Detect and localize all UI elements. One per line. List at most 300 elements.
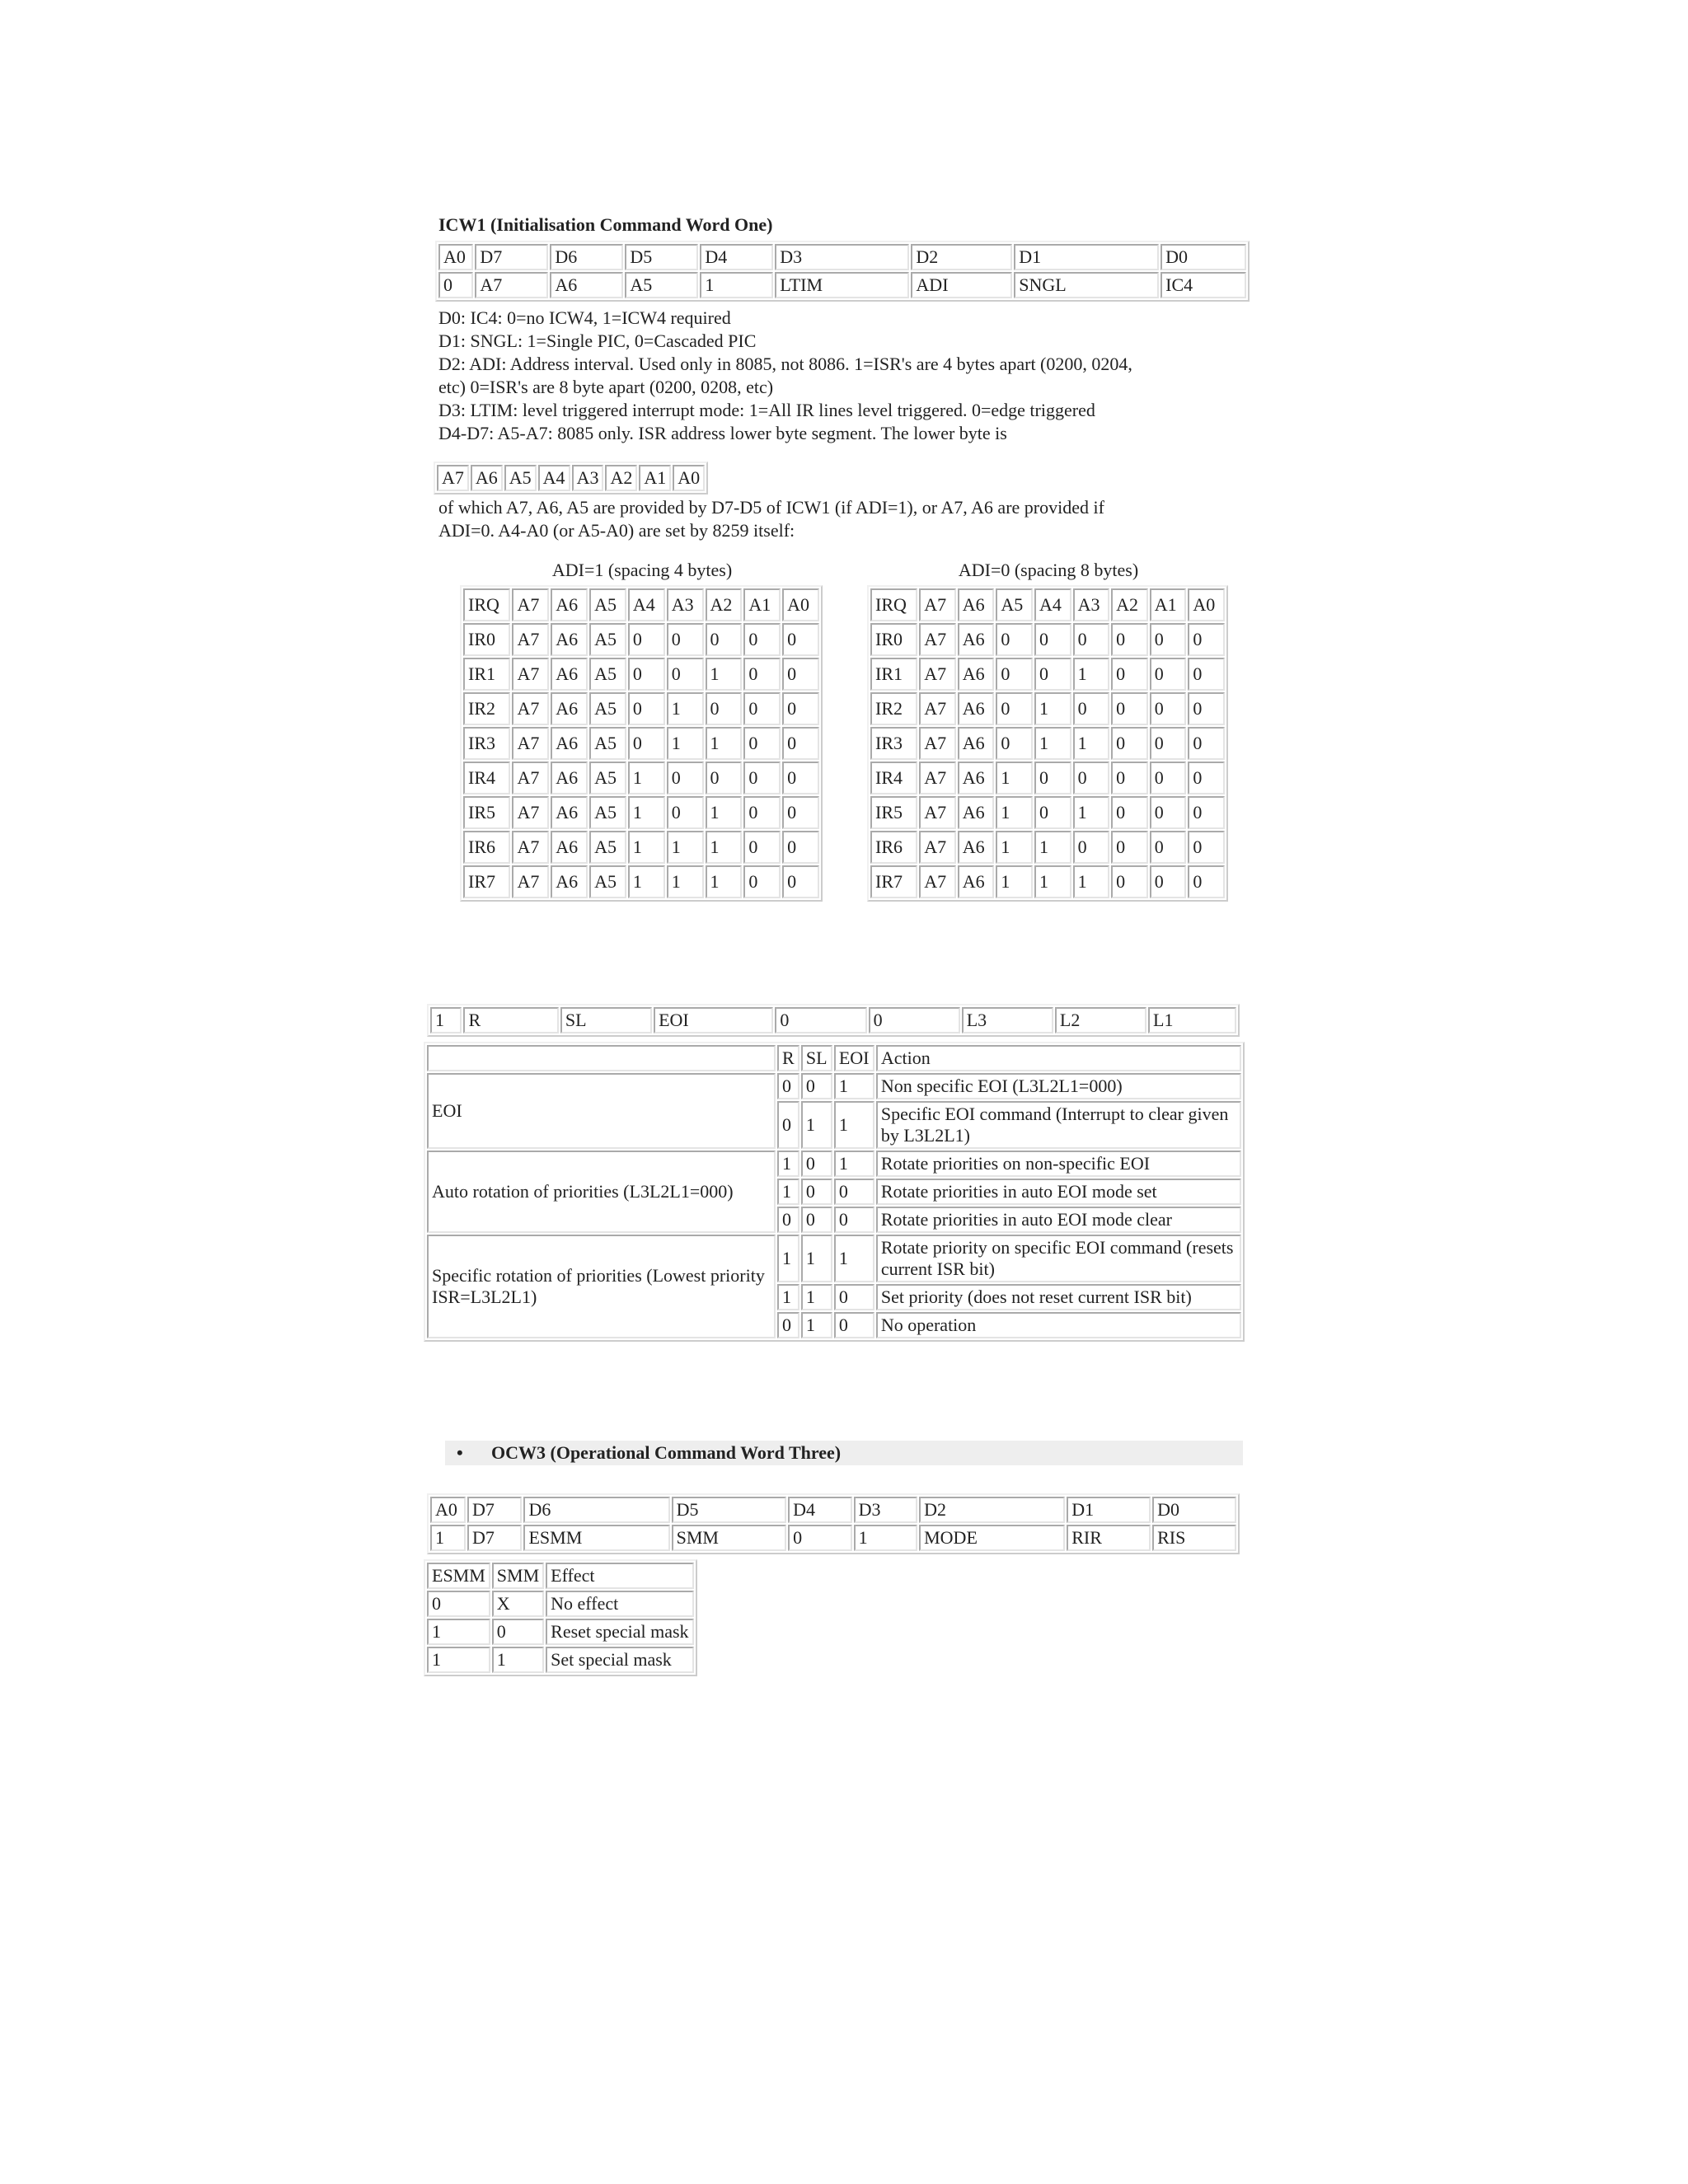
icw1-title: ICW1 (Initialisation Command Word One) (438, 214, 773, 235)
table-cell: A4 (1034, 588, 1071, 621)
table-cell: 0 (628, 623, 665, 656)
table-row (427, 1591, 694, 1617)
table-cell: IR1 (870, 658, 917, 691)
table-cell: A7 (512, 727, 549, 760)
table-cell: 0 (869, 1007, 960, 1033)
table-cell: D3 (775, 244, 909, 270)
table-cell: 0 (706, 623, 743, 656)
table-cell: 0 (777, 1073, 799, 1099)
table-cell: 0 (706, 692, 743, 725)
table-cell: 0 (1188, 831, 1225, 864)
note-line: D2: ADI: Address interval. Used only in 8085, not 8086. 1=ISR's are 4 bytes apart (0200, 0204, (438, 354, 1132, 374)
table-cell: D5 (625, 244, 698, 270)
table-cell: LTIM (775, 272, 909, 298)
table-cell: MODE (919, 1525, 1065, 1551)
table-row (463, 623, 819, 656)
table-cell: D5 (672, 1497, 787, 1523)
table-cell: A6 (551, 588, 588, 621)
table-cell: A0 (1188, 588, 1225, 621)
table-cell: A6 (551, 762, 588, 794)
table-cell: A5 (504, 465, 537, 491)
table-cell: 0 (777, 1312, 799, 1338)
table-cell: IR6 (870, 831, 917, 864)
table-cell: D1 (1014, 244, 1159, 270)
icw1-after-text (438, 496, 1263, 542)
table-cell: 1 (854, 1525, 918, 1551)
table-cell: 1 (1073, 796, 1110, 829)
table-cell: 1 (667, 831, 704, 864)
table-cell: A0 (782, 588, 819, 621)
table-cell: 0 (667, 658, 704, 691)
table-cell: 0 (743, 692, 781, 725)
table-cell: 0 (1111, 796, 1148, 829)
table-cell: A7 (512, 692, 549, 725)
table-cell: No effect (546, 1591, 693, 1617)
table-cell: IRQ (463, 588, 510, 621)
note-line: D0: IC4: 0=no ICW4, 1=ICW4 required (438, 307, 731, 328)
table-cell: RIS (1152, 1525, 1236, 1551)
note-line: D4-D7: A5-A7: 8085 only. ISR address lower byte segment. The lower byte is (438, 423, 1007, 443)
table-cell: 0 (1188, 658, 1225, 691)
table-cell: A6 (471, 465, 503, 491)
table-cell: A1 (743, 588, 781, 621)
group-label: Specific rotation of priorities (Lowest priority ISR=L3L2L1) (427, 1235, 776, 1338)
table-cell: 0 (801, 1073, 832, 1099)
table-cell: 1 (834, 1073, 874, 1099)
table-cell: D6 (523, 1497, 669, 1523)
note-line: of which A7, A6, A5 are provided by D7-D5 of ICW1 (if ADI=1), or A7, A6 are provided if (438, 497, 1104, 518)
table-cell: A4 (628, 588, 665, 621)
table-cell: D0 (1152, 1497, 1236, 1523)
table-cell: Non specific EOI (L3L2L1=000) (876, 1073, 1241, 1099)
table-cell: 0 (775, 1007, 866, 1033)
table-cell: No operation (876, 1312, 1241, 1338)
table-cell: 0 (1034, 623, 1071, 656)
ocw2-action-table (424, 1042, 1245, 1342)
table-cell: A6 (550, 272, 623, 298)
table-row (870, 692, 1225, 725)
table-row (427, 1073, 1241, 1099)
table-cell: A2 (605, 465, 637, 491)
table-cell: A7 (919, 865, 956, 898)
table-cell: 1 (667, 865, 704, 898)
table-cell: 1 (1073, 865, 1110, 898)
table-cell: 0 (996, 623, 1033, 656)
table-cell: A6 (551, 692, 588, 725)
table-cell: 0 (834, 1207, 874, 1233)
table-cell: A5 (589, 588, 626, 621)
table-cell: 1 (430, 1007, 462, 1033)
table-cell: A7 (512, 762, 549, 794)
table-cell: 1 (628, 831, 665, 864)
irq-header-row (870, 588, 1225, 621)
table-cell: A3 (572, 465, 604, 491)
table-cell: 1 (777, 1235, 799, 1282)
table-cell: Rotate priorities in auto EOI mode set (876, 1179, 1241, 1205)
table-cell: 1 (628, 796, 665, 829)
table-cell: 0 (1188, 796, 1225, 829)
table-cell: 0 (1111, 658, 1148, 691)
table-cell: Action (876, 1045, 1241, 1071)
table-cell: A7 (512, 796, 549, 829)
table-cell: 0 (996, 727, 1033, 760)
table-cell: ADI (911, 272, 1012, 298)
table-cell: Set priority (does not reset current ISR bit) (876, 1284, 1241, 1310)
table-cell: L1 (1148, 1007, 1236, 1033)
table-cell: 1 (492, 1647, 544, 1673)
table-cell: 1 (1073, 658, 1110, 691)
table-cell: 0 (628, 692, 665, 725)
table-cell: IR6 (463, 831, 510, 864)
table-cell: 0 (1073, 831, 1110, 864)
table-cell: 0 (1188, 762, 1225, 794)
table-cell: 0 (782, 796, 819, 829)
table-cell: 0 (788, 1525, 852, 1551)
table-cell: 0 (667, 796, 704, 829)
table-cell: 0 (996, 692, 1033, 725)
table-cell: A5 (625, 272, 698, 298)
adi0-table (867, 585, 1228, 902)
table-cell: 0 (667, 623, 704, 656)
lower-byte-row (437, 465, 705, 491)
table-cell: 0 (1150, 692, 1187, 725)
table-cell: 0 (801, 1207, 832, 1233)
table-cell: 0 (834, 1179, 874, 1205)
table-cell: A5 (589, 658, 626, 691)
table-cell: A3 (667, 588, 704, 621)
bullet: • (457, 1442, 463, 1463)
table-cell: 1 (667, 727, 704, 760)
table-row (427, 1647, 694, 1673)
table-cell: 0 (782, 658, 819, 691)
table-cell: IR4 (870, 762, 917, 794)
table-cell: 0 (782, 692, 819, 725)
table-cell: A1 (1150, 588, 1187, 621)
table-cell: A6 (958, 623, 995, 656)
table-cell: SNGL (1014, 272, 1159, 298)
table-cell: SMM (672, 1525, 787, 1551)
table-cell: 0 (628, 727, 665, 760)
table-cell: A6 (958, 727, 995, 760)
table-cell: 1 (996, 796, 1033, 829)
table-cell: 0 (1034, 762, 1071, 794)
table-cell: 1 (801, 1101, 832, 1149)
table-cell: A7 (919, 588, 956, 621)
adi1-caption: ADI=1 (spacing 4 bytes) (551, 560, 733, 580)
table-cell: A5 (589, 796, 626, 829)
table-cell: A7 (919, 658, 956, 691)
table-cell: SL (801, 1045, 832, 1071)
table-cell: 0 (777, 1101, 799, 1149)
ocw3-effect-table (424, 1559, 697, 1676)
table-row (463, 727, 819, 760)
table-cell: 0 (782, 727, 819, 760)
table-cell: IRQ (870, 588, 917, 621)
table-cell: A7 (475, 272, 548, 298)
table-cell: 1 (996, 762, 1033, 794)
table-cell: 1 (667, 692, 704, 725)
table-cell: A7 (919, 727, 956, 760)
table-row (427, 1619, 694, 1645)
table-cell: IR4 (463, 762, 510, 794)
table-cell: A6 (551, 727, 588, 760)
ocw3-bit-table (427, 1493, 1240, 1554)
table-cell: A4 (538, 465, 570, 491)
table-cell: 0 (1150, 727, 1187, 760)
table-cell: A5 (996, 588, 1033, 621)
table-cell: 0 (743, 831, 781, 864)
table-cell (427, 1045, 776, 1071)
table-cell: 1 (706, 658, 743, 691)
table-cell: 0 (743, 865, 781, 898)
note-line: ADI=0. A4-A0 (or A5-A0) are set by 8259 itself: (438, 520, 795, 541)
table-cell: A6 (958, 865, 995, 898)
effect-header-row (427, 1563, 694, 1589)
table-cell: A0 (673, 465, 705, 491)
table-cell: X (492, 1591, 544, 1617)
table-cell: 1 (1034, 692, 1071, 725)
table-cell: 0 (1111, 831, 1148, 864)
table-cell: Rotate priorities in auto EOI mode clear (876, 1207, 1241, 1233)
table-cell: Reset special mask (546, 1619, 693, 1645)
table-cell: IC4 (1160, 272, 1246, 298)
table-cell: A1 (639, 465, 671, 491)
table-cell: 0 (1111, 865, 1148, 898)
irq-header-row (463, 588, 819, 621)
table-cell: 1 (1034, 727, 1071, 760)
table-cell: 1 (430, 1525, 466, 1551)
table-cell: A7 (512, 623, 549, 656)
table-cell: D2 (919, 1497, 1065, 1523)
table-cell: D3 (854, 1497, 918, 1523)
table-row (463, 796, 819, 829)
table-cell: A5 (589, 831, 626, 864)
group-label: EOI (427, 1073, 776, 1149)
ocw3-value-row (430, 1525, 1236, 1551)
table-cell: 1 (706, 831, 743, 864)
table-cell: D6 (550, 244, 623, 270)
note-line: D1: SNGL: 1=Single PIC, 0=Cascaded PIC (438, 330, 757, 351)
table-cell: 0 (743, 796, 781, 829)
table-cell: EOI (654, 1007, 773, 1033)
adi1-table (460, 585, 823, 902)
table-cell: 0 (1150, 796, 1187, 829)
table-cell: IR7 (463, 865, 510, 898)
table-cell: 0 (1150, 658, 1187, 691)
table-cell: A7 (437, 465, 469, 491)
table-cell: D2 (911, 244, 1012, 270)
table-cell: 1 (706, 865, 743, 898)
table-cell: SMM (492, 1563, 544, 1589)
table-cell: IR3 (870, 727, 917, 760)
icw1-notes (438, 307, 1263, 445)
table-cell: 1 (777, 1284, 799, 1310)
table-cell: 0 (996, 658, 1033, 691)
table-row (463, 762, 819, 794)
table-cell: IR0 (870, 623, 917, 656)
ocw2-bit-table (427, 1004, 1240, 1037)
table-row (427, 1235, 1241, 1282)
table-cell: D7 (467, 1497, 522, 1523)
table-cell: A6 (551, 865, 588, 898)
table-cell: 0 (1150, 865, 1187, 898)
table-cell: 0 (1073, 762, 1110, 794)
table-cell: A6 (958, 762, 995, 794)
table-cell: 1 (801, 1235, 832, 1282)
table-cell: A5 (589, 692, 626, 725)
table-cell: R (777, 1045, 799, 1071)
group-label: Auto rotation of priorities (L3L2L1=000) (427, 1151, 776, 1233)
table-cell: 0 (743, 658, 781, 691)
table-cell: IR5 (870, 796, 917, 829)
table-cell: A6 (958, 796, 995, 829)
table-cell: D7 (475, 244, 548, 270)
table-cell: 0 (1073, 623, 1110, 656)
table-cell: Specific EOI command (Interrupt to clear given by L3L2L1) (876, 1101, 1241, 1149)
icw1-bit-table (435, 241, 1250, 302)
table-cell: 0 (1150, 623, 1187, 656)
table-cell: 0 (1188, 727, 1225, 760)
table-cell: A7 (512, 831, 549, 864)
table-cell: Rotate priorities on non-specific EOI (876, 1151, 1241, 1177)
table-row (870, 727, 1225, 760)
table-cell: 1 (801, 1284, 832, 1310)
table-cell: 1 (706, 727, 743, 760)
table-row (870, 623, 1225, 656)
table-cell: 0 (1188, 623, 1225, 656)
table-cell: 0 (1111, 727, 1148, 760)
table-cell: 0 (743, 623, 781, 656)
table-cell: A5 (589, 727, 626, 760)
table-cell: 1 (1034, 865, 1071, 898)
table-cell: A2 (706, 588, 743, 621)
table-row (427, 1151, 1241, 1177)
lower-byte-table (434, 462, 708, 494)
table-cell: 1 (1073, 727, 1110, 760)
table-cell: A7 (512, 865, 549, 898)
table-cell: IR0 (463, 623, 510, 656)
table-cell: 0 (427, 1591, 490, 1617)
table-cell: ESMM (427, 1563, 490, 1589)
table-cell: 0 (1073, 692, 1110, 725)
note-line: D3: LTIM: level triggered interrupt mode: 1=All IR lines level triggered. 0=edge triggered (438, 400, 1095, 420)
table-cell: A6 (551, 658, 588, 691)
table-cell: 0 (782, 831, 819, 864)
table-cell: 1 (777, 1151, 799, 1177)
table-cell: L3 (962, 1007, 1053, 1033)
table-cell: 1 (700, 272, 773, 298)
table-cell: D4 (788, 1497, 852, 1523)
table-cell: 0 (1111, 692, 1148, 725)
table-cell: 0 (801, 1179, 832, 1205)
table-cell: 0 (1188, 865, 1225, 898)
table-cell: 0 (667, 762, 704, 794)
table-cell: 1 (1034, 831, 1071, 864)
table-cell: 0 (801, 1151, 832, 1177)
table-cell: Effect (546, 1563, 693, 1589)
table-row (463, 831, 819, 864)
table-cell: EOI (834, 1045, 874, 1071)
table-cell: IR2 (870, 692, 917, 725)
ocw3-heading-bar (445, 1441, 1243, 1465)
ocw3-title: OCW3 (Operational Command Word Three) (491, 1442, 842, 1463)
table-cell: A0 (430, 1497, 466, 1523)
table-row (463, 692, 819, 725)
ocw2-header-row (427, 1045, 1241, 1071)
table-cell: IR3 (463, 727, 510, 760)
table-row (463, 658, 819, 691)
table-cell: A7 (919, 796, 956, 829)
table-cell: 0 (438, 272, 473, 298)
table-cell: 0 (1150, 831, 1187, 864)
table-cell: 0 (492, 1619, 544, 1645)
table-cell: A7 (512, 658, 549, 691)
table-cell: A0 (438, 244, 473, 270)
table-cell: 1 (427, 1647, 490, 1673)
table-cell: D1 (1067, 1497, 1151, 1523)
table-cell: 0 (743, 727, 781, 760)
table-cell: 0 (1034, 658, 1071, 691)
table-cell: IR5 (463, 796, 510, 829)
table-row (870, 762, 1225, 794)
table-cell: 0 (782, 865, 819, 898)
table-cell: A7 (919, 692, 956, 725)
table-cell: 1 (777, 1179, 799, 1205)
table-cell: ESMM (523, 1525, 669, 1551)
table-cell: L2 (1055, 1007, 1146, 1033)
table-cell: 0 (834, 1284, 874, 1310)
ocw2-bit-row (430, 1007, 1236, 1033)
table-cell: 1 (628, 865, 665, 898)
table-cell: RIR (1067, 1525, 1151, 1551)
table-cell: A5 (589, 762, 626, 794)
table-cell: 1 (801, 1312, 832, 1338)
table-cell: 0 (834, 1312, 874, 1338)
table-cell: Set special mask (546, 1647, 693, 1673)
table-cell: A7 (919, 762, 956, 794)
table-row (870, 865, 1225, 898)
table-cell: IR7 (870, 865, 917, 898)
table-row (870, 831, 1225, 864)
table-row (870, 658, 1225, 691)
table-cell: SL (560, 1007, 652, 1033)
table-row (463, 865, 819, 898)
table-cell: A7 (512, 588, 549, 621)
table-cell: A7 (919, 623, 956, 656)
table-cell: 1 (427, 1619, 490, 1645)
table-cell: A6 (958, 831, 995, 864)
table-cell: Rotate priority on specific EOI command (resets current ISR bit) (876, 1235, 1241, 1282)
table-cell: A5 (589, 623, 626, 656)
table-cell: A6 (551, 831, 588, 864)
note-line: etc) 0=ISR's are 8 byte apart (0200, 0208, etc) (438, 377, 774, 397)
table-cell: A5 (589, 865, 626, 898)
ocw3-header-row (430, 1497, 1236, 1523)
table-cell: R (463, 1007, 558, 1033)
table-cell: 0 (1111, 762, 1148, 794)
table-cell: A6 (551, 623, 588, 656)
table-cell: 0 (628, 658, 665, 691)
table-cell: 1 (706, 796, 743, 829)
table-cell: 0 (706, 762, 743, 794)
table-cell: 1 (628, 762, 665, 794)
table-cell: 0 (1111, 623, 1148, 656)
table-cell: A6 (551, 796, 588, 829)
table-cell: A2 (1111, 588, 1148, 621)
table-cell: A6 (958, 658, 995, 691)
table-cell: 1 (996, 865, 1033, 898)
table-cell: 1 (996, 831, 1033, 864)
